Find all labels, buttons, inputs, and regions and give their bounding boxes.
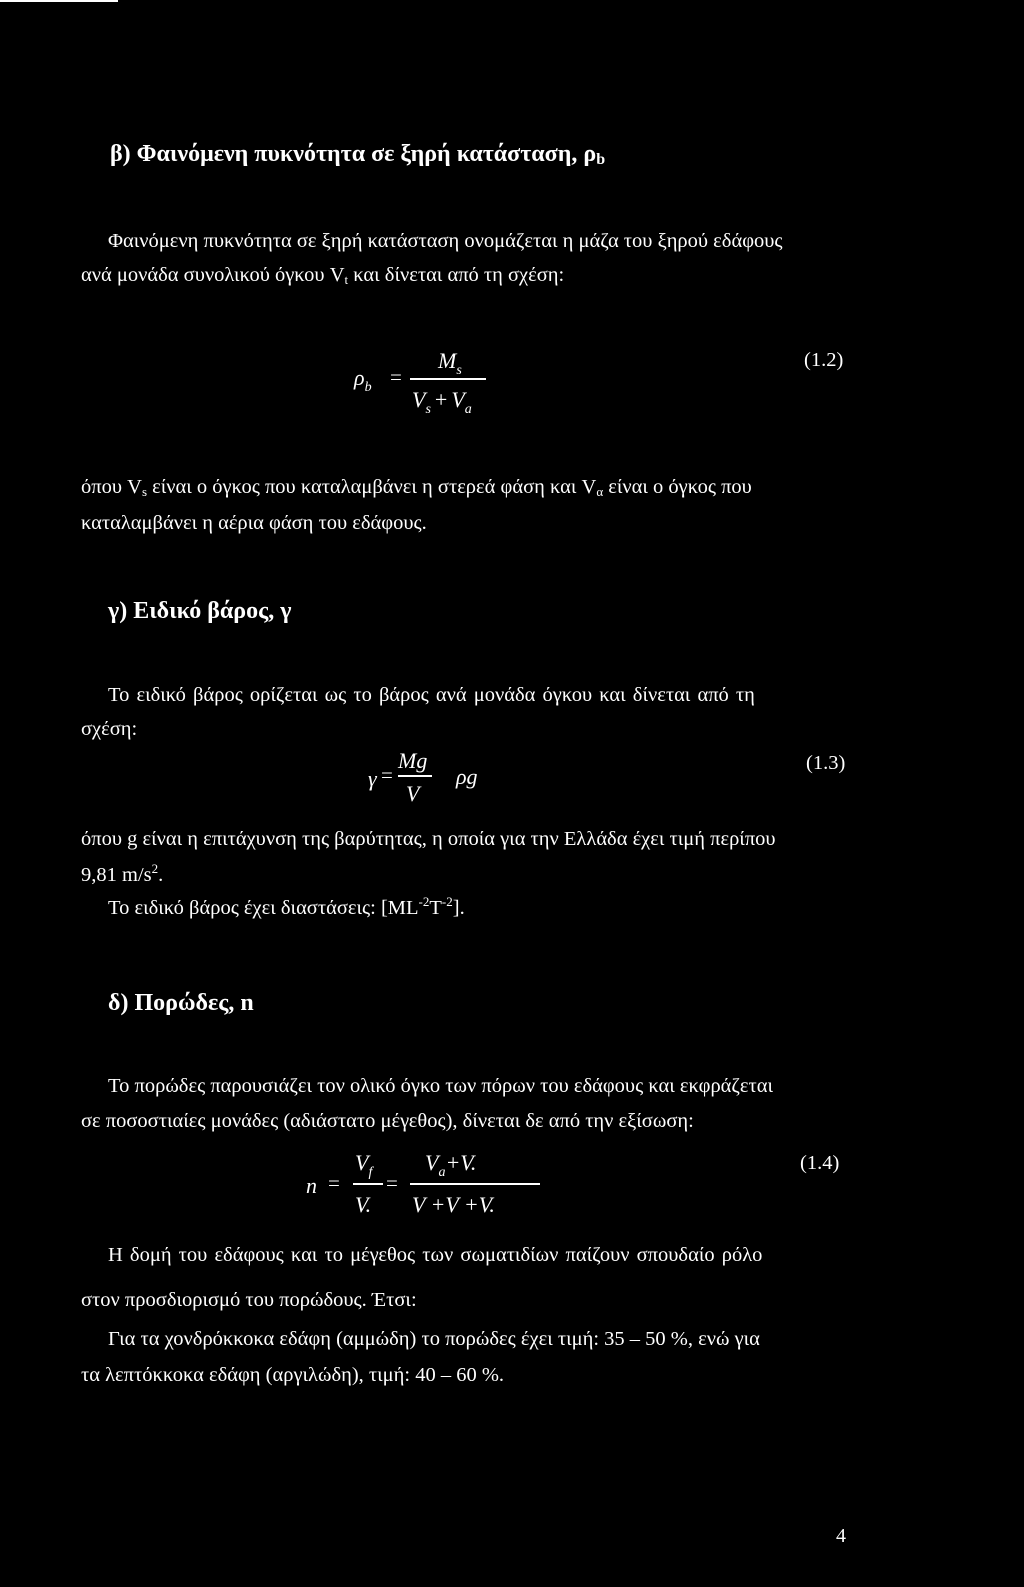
eq-denominator: V +V +V. (412, 1192, 495, 1217)
paragraph-line (108, 894, 465, 920)
paragraph-line (81, 264, 564, 287)
lhs-subscript: b (364, 380, 372, 395)
paragraph-line: Για τα χονδρόκκοκα εδάφη (αμμώδη) το πορώδες έχει τιμή: 35 – 50 %, ενώ για (108, 1328, 760, 1350)
eq-numerator (425, 1150, 477, 1180)
equation-number: (1.3) (806, 752, 846, 774)
fraction-bar (353, 1183, 383, 1185)
fraction-bar (410, 378, 486, 380)
numerator-subscript: f (368, 1165, 373, 1180)
text-run: 9,81 m/s (81, 864, 152, 886)
text-run: όπου V (81, 476, 142, 498)
paragraph-line: Φαινόμενη πυκνότητα σε ξηρή κατάσταση ονομάζεται η μάζα του ξηρού εδάφους (108, 230, 783, 252)
subscript: α (596, 484, 604, 499)
paragraph-line (81, 861, 164, 887)
eq-numerator: Mg (398, 748, 428, 773)
text-run: Το ειδικό βάρος έχει διαστάσεις: [ML (108, 897, 419, 919)
rho-symbol: ρ (354, 365, 365, 390)
eq-lhs (354, 365, 372, 395)
equals-sign: = (381, 763, 393, 787)
paragraph-line: όπου g είναι η επιτάχυνση της βαρύτητας, η οποία για την Ελλάδα έχει τιμή περίπου (81, 828, 776, 850)
numerator-subscript: s (456, 363, 462, 378)
section-heading-specific-weight: γ) Ειδικό βάρος, γ (108, 598, 292, 624)
mass-symbol: M (438, 348, 457, 373)
superscript: 2 (151, 861, 159, 876)
top-edge-line (0, 0, 118, 2)
paragraph-line: Το πορώδες παρουσιάζει τον ολικό όγκο των πόρων του εδάφους και εκφράζεται (108, 1075, 774, 1097)
text-run: ανά μονάδα συνολικού όγκου V (81, 264, 345, 286)
text-run: ]. (452, 897, 465, 919)
equals-sign: = (328, 1171, 340, 1195)
paragraph-line: τα λεπτόκκοκα εδάφη (αργιλώδη), τιμή: 40 – 60 %. (81, 1364, 505, 1386)
volume-symbol: V (355, 1150, 369, 1175)
porosity-symbol: n (306, 1173, 317, 1198)
paragraph-line (81, 476, 752, 499)
denominator-subscript: s (425, 402, 431, 417)
subscript: t (344, 272, 349, 287)
text-run: είναι ο όγκος που (603, 476, 752, 498)
page-number: 4 (836, 1525, 846, 1547)
superscript: -2 (441, 894, 453, 909)
paragraph-line: στον προσδιορισμό του πορώδους. Έτσι: (81, 1289, 417, 1311)
paragraph-line: Η δομή του εδάφους και το μέγεθος των σωματιδίων παίζουν σπουδαίο ρόλο (108, 1244, 763, 1266)
eq-rhs: ρg (456, 764, 478, 789)
equation-number: (1.2) (804, 349, 844, 371)
fraction-bar (398, 775, 432, 777)
numerator-rest: +V. (445, 1150, 477, 1175)
superscript: -2 (418, 894, 430, 909)
text-run: και δίνεται από τη σχέση: (348, 264, 565, 286)
section-heading-bulk-density (110, 141, 605, 168)
section-heading-porosity: δ) Πορώδες, n (108, 990, 254, 1016)
eq-numerator (438, 348, 462, 378)
heading-subscript: b (596, 151, 606, 168)
paragraph-line: σε ποσοστιαίες μονάδες (αδιάστατο μέγεθος), δίνεται δε από την εξίσωση: (81, 1110, 694, 1132)
text-run: T (429, 897, 442, 919)
volume-symbol: V (451, 387, 465, 412)
equals-sign: = (386, 1171, 398, 1195)
denominator-subscript: a (464, 402, 472, 417)
plus-sign: + (434, 387, 448, 412)
gamma-symbol: γ (368, 766, 377, 791)
eq-numerator (355, 1150, 373, 1180)
text-run: . (158, 864, 164, 886)
paragraph-line: καταλαμβάνει η αέρια φάση του εδάφους. (81, 512, 427, 534)
equals-sign: = (390, 365, 402, 389)
eq-denominator (412, 387, 472, 417)
numerator-subscript: a (438, 1165, 446, 1180)
text-run: είναι ο όγκος που καταλαμβάνει η στερεά φάση και V (147, 476, 597, 498)
volume-symbol: V (425, 1150, 439, 1175)
subscript: s (141, 484, 147, 499)
volume-symbol: V (412, 387, 426, 412)
eq-denominator: V. (355, 1192, 372, 1217)
equation-number: (1.4) (800, 1152, 840, 1174)
paragraph-line: Το ειδικό βάρος ορίζεται ως το βάρος ανά μονάδα όγκου και δίνεται από τη (108, 684, 755, 706)
fraction-bar (410, 1183, 540, 1185)
eq-denominator: V (406, 781, 420, 806)
heading-text: β) Φαινόμενη πυκνότητα σε ξηρή κατάσταση, ρ (110, 141, 597, 167)
paragraph-line: σχέση: (81, 718, 138, 740)
